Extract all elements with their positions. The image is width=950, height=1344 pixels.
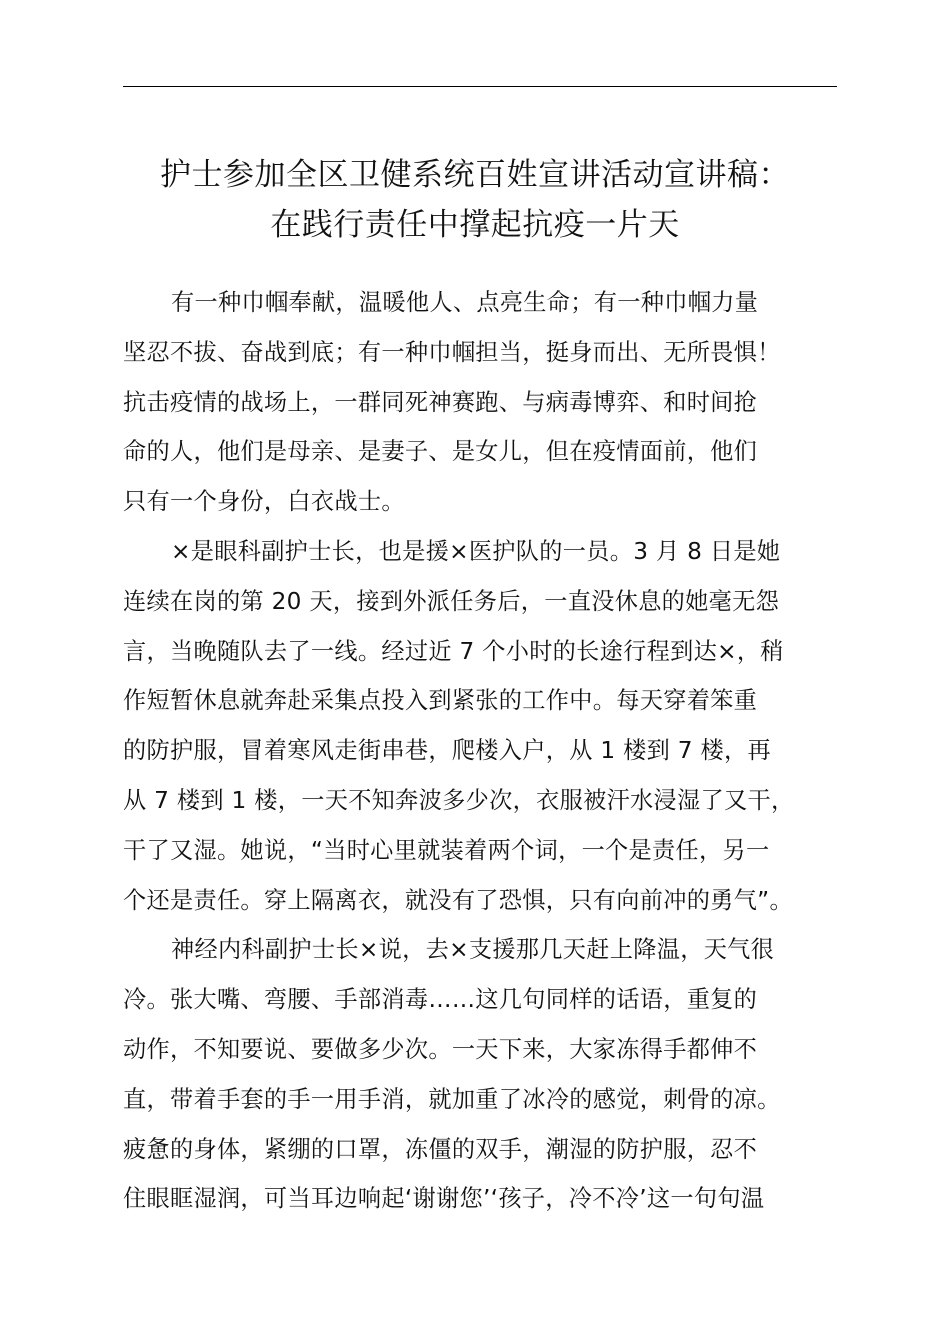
paragraph-line: 连续在岗的第 20 天，接到外派任务后，一直没休息的她毫无怨 — [123, 587, 780, 615]
paragraph-line: 直，带着手套的手一用手消，就加重了冰冷的感觉，刺骨的凉。 — [123, 1085, 781, 1113]
paragraph-line: 神经内科副护士长×说，去×支援那几天赶上降温，天气很 — [171, 936, 775, 964]
paragraph-1 — [123, 278, 863, 527]
paragraph-line: 言，当晚随队去了一线。经过近 7 个小时的长途行程到达×，稍 — [123, 637, 784, 665]
paragraph-line: 作短暂休息就奔赴采集点投入到紧张的工作中。每天穿着笨重 — [123, 687, 758, 715]
paragraph-line: 只有一个身份，白衣战士。 — [123, 488, 405, 516]
paragraph-line: 干了又湿。她说，“当时心里就装着两个词，一个是责任，另一 — [123, 836, 770, 864]
paragraph-2 — [123, 527, 863, 925]
document-title-line-1: 护士参加全区卫健系统百姓宣讲活动宣讲稿： — [160, 157, 790, 193]
paragraph-line: ×是眼科副护士长，也是援×医护队的一员。3 月 8 日是她 — [171, 537, 781, 565]
paragraph-line: 个还是责任。穿上隔离衣，就没有了恐惧，只有向前冲的勇气”。 — [123, 886, 793, 914]
paragraph-line: 有一种巾帼奉献，温暖他人、点亮生命；有一种巾帼力量 — [171, 289, 759, 316]
paragraph-line: 疲惫的身体，紧绷的口罩，冻僵的双手，潮湿的防护服，忍不 — [123, 1135, 758, 1163]
paragraph-3 — [123, 925, 863, 1224]
paragraph-line: 冷。张大嘴、弯腰、手部消毒……这几句同样的话语，重复的 — [123, 986, 758, 1014]
paragraph-line: 抗击疫情的战场上，一群同死神赛跑、与病毒博弈、和时间抢 — [123, 388, 758, 416]
document-title-line-2: 在践行责任中撑起抗疫一片天 — [270, 207, 680, 243]
paragraph-line: 命的人，他们是母亲、是妻子、是女儿，但在疫情面前，他们 — [123, 438, 758, 466]
document-body — [123, 278, 863, 1224]
paragraph-line: 的防护服，冒着寒风走街串巷，爬楼入户，从 1 楼到 7 楼，再 — [123, 737, 771, 765]
paragraph-line: 从 7 楼到 1 楼，一天不知奔波多少次，衣服被汗水浸湿了又干， — [123, 786, 795, 814]
paragraph-line: 动作，不知要说、要做多少次。一天下来，大家冻得手都伸不 — [123, 1035, 758, 1063]
header-rule — [123, 86, 837, 87]
paragraph-line: 住眼眶湿润，可当耳边响起‘谢谢您’‘孩子，冷不冷’这一句句温 — [123, 1185, 765, 1213]
paragraph-line: 坚忍不拔、奋战到底；有一种巾帼担当，挺身而出、无所畏惧！ — [123, 338, 781, 366]
